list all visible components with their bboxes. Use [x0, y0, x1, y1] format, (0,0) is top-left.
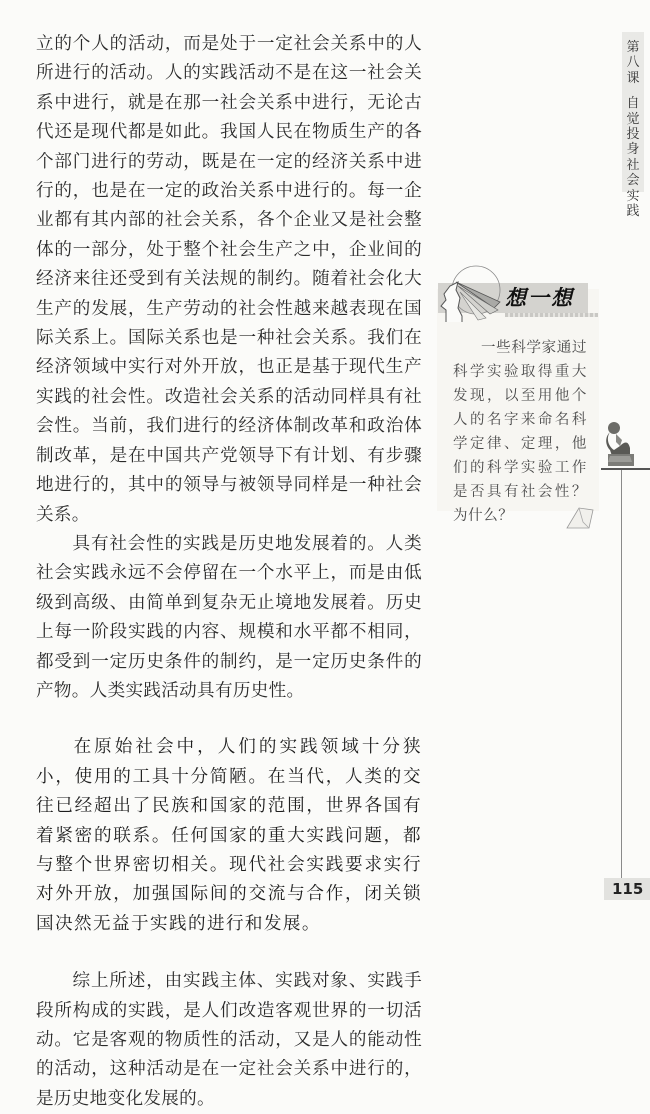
thinking-head-icon — [438, 264, 508, 324]
chapter-label — [625, 40, 641, 219]
think-box-title: 想一想 — [505, 286, 574, 310]
chapter-title: 自觉投身社会实践 — [626, 96, 640, 220]
thinker-statue-icon — [600, 420, 638, 468]
header-underline — [505, 313, 598, 317]
paragraph-4-summary: 综上所述，由实践主体、实践对象、实践手段所构成的实践，是人们改造客观世界的一切活动。它是客观的物质性的活动，又是人的能动性的活动，这种活动是在一定社会关系中进行的，是历史地变化发展的。 — [36, 971, 422, 1109]
paragraph-3-example: 在原始社会中，人们的实践领域十分狭小，使用的工具十分简陋。在当代，人类的交往已经超出了民族和国家的范围，世界各国有着紧密的联系。任何国家的重大实践问题，都与整个世界密切相关。现代社会实践要求实行对外开放，加强国际间的交流与合作，闭关锁国决然无益于实践的进行和发展。 — [36, 737, 422, 934]
main-text — [36, 30, 422, 1114]
page-number: 115 — [604, 878, 650, 900]
chapter-lesson: 第八课 — [626, 40, 640, 86]
divider-horizontal — [601, 468, 650, 470]
paragraph-1: 立的个人的活动，而是处于一定社会关系中的人所进行的活动。人的实践活动不是在这一社会关系中进行，就是在那一社会关系中进行，无论古代还是现代都是如此。我国人民在物质生产的各个部门进行的劳动，既是在一定的经济关系中进行的，也是在一定的政治关系中进行的。每一企业都有其内部的社会关系，各个企业又是社会整体的一部分，处于整个社会生产之中，企业间的经济来往还受到有关法规的制约。随着社会化大生产的发展，生产劳动的社会性越来越表现在国际关系上。国际关系也是一种社会关系。我们在经济领域中实行对外开放，也正是基于现代生产实践的社会性。改造社会关系的活动同样具有社会性。当前，我们进行的经济体制改革和政治体制改革，是在中国共产党领导下有计划、有步骤地进行的，其中的领导与被领导同样是一种社会关系。 — [36, 34, 422, 525]
page-curl-icon — [565, 506, 595, 530]
paragraph-2: 具有社会性的实践是历史地发展着的。人类社会实践永远不会停留在一个水平上，而是由低级到高级、由简单到复杂无止境地发展着。历史上每一阶段实践的内容、规模和水平都不相同，都受到一定历史条件的制约，是一定历史条件的产物。人类实践活动具有历史性。 — [36, 533, 422, 701]
divider-vertical — [621, 470, 622, 878]
think-box-question: 一些科学家通过科学实验取得重大发现，以至用他个人的名字来命名科学定律、定理，他们的科学实验工作是否具有社会性？为什么？ — [453, 340, 587, 524]
